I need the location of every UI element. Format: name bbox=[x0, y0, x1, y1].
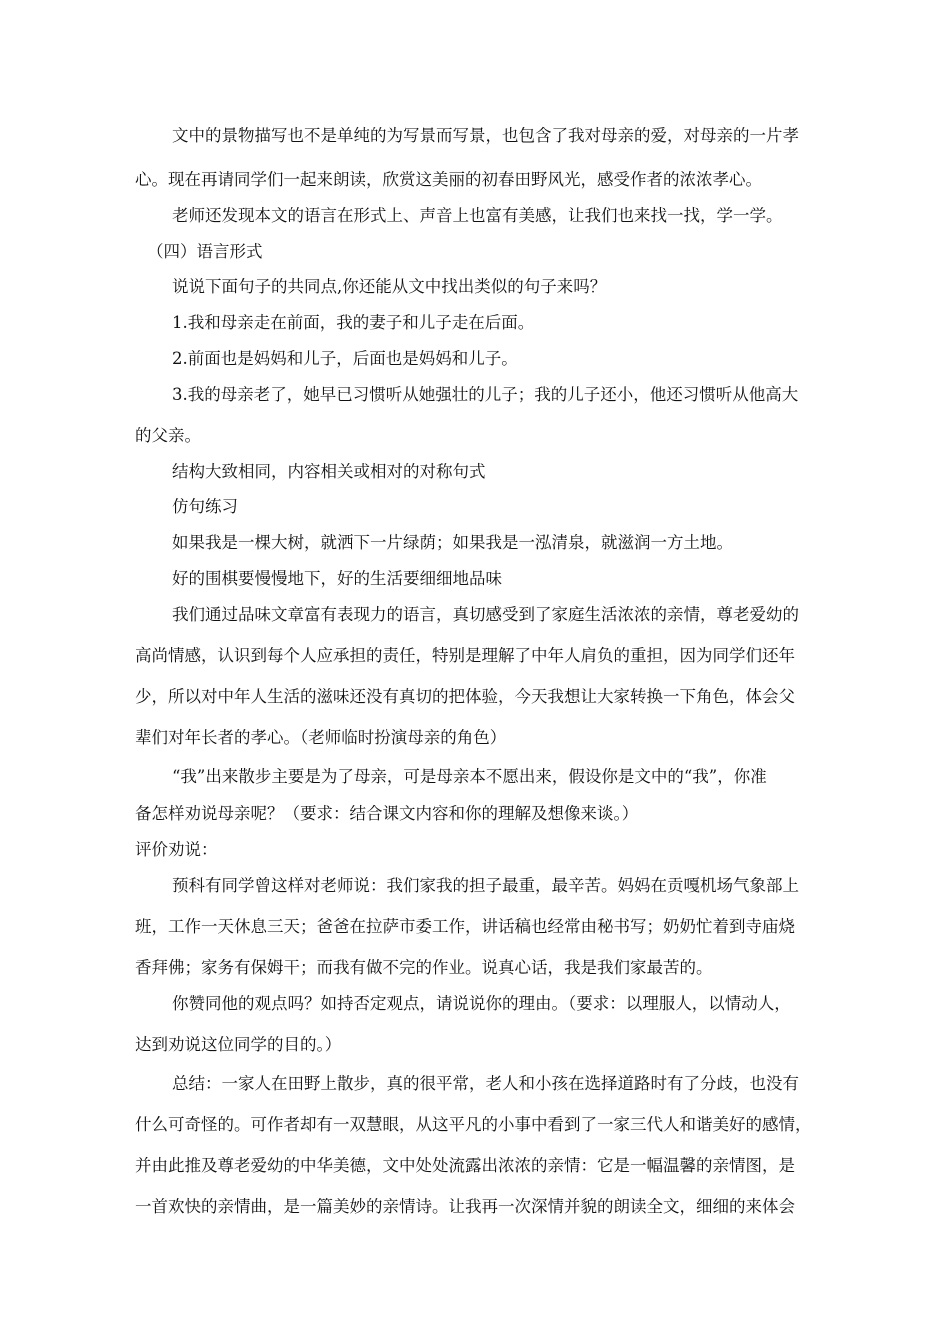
paragraph-line: 高尚情感，认识到每个人应承担的责任，特别是理解了中年人肩负的重担，因为同学们还年 bbox=[135, 646, 795, 665]
paragraph-line: 好的围棋要慢慢地下，好的生活要细细地品味 bbox=[172, 569, 502, 588]
list-item-continuation: 的父亲。 bbox=[135, 426, 201, 445]
section-heading: （四）语言形式 bbox=[147, 242, 263, 261]
paragraph-line: 如果我是一棵大树，就洒下一片绿荫；如果我是一泓清泉，就滋润一方土地。 bbox=[172, 533, 733, 552]
paragraph-line: 辈们对年长者的孝心。（老师临时扮演母亲的角色） bbox=[135, 728, 507, 747]
paragraph-line: 一首欢快的亲情曲，是一篇美妙的亲情诗。让我再一次深情并貌的朗读全文，细细的来体会 bbox=[135, 1197, 795, 1216]
paragraph-line: 预科有同学曾这样对老师说：我们家我的担子最重，最辛苦。妈妈在贡嘎机场气象部上 bbox=[172, 876, 799, 895]
paragraph-line: 说说下面句子的共同点,你还能从文中找出类似的句子来吗？ bbox=[172, 277, 607, 296]
list-item: 3.我的母亲老了，她早已习惯听从她强壮的儿子；我的儿子还小，他还习惯听从他高大 bbox=[172, 385, 799, 404]
paragraph-line: 我们通过品味文章富有表现力的语言，真切感受到了家庭生活浓浓的亲情，尊老爱幼的 bbox=[172, 605, 799, 624]
paragraph-line: 备怎样劝说母亲呢？（要求：结合课文内容和你的理解及想像来谈。） bbox=[135, 804, 639, 823]
paragraph-line: 心。现在再请同学们一起来朗读，欣赏这美丽的初春田野风光，感受作者的浓浓孝心。 bbox=[135, 170, 762, 189]
paragraph-line: 什么可奇怪的。可作者却有一双慧眼，从这平凡的小事中看到了一家三代人和谐美好的感情， bbox=[135, 1115, 812, 1134]
paragraph-line: 少，所以对中年人生活的滋味还没有真切的把体验，今天我想让大家转换一下角色，体会父 bbox=[135, 687, 795, 706]
paragraph-line: 香拜佛；家务有保姆干；而我有做不完的作业。说真心话，我是我们家最苦的。 bbox=[135, 958, 713, 977]
paragraph-line: 总结：一家人在田野上散步，真的很平常，老人和小孩在选择道路时有了分歧，也没有 bbox=[172, 1074, 799, 1093]
paragraph-line: 仿句练习 bbox=[172, 497, 238, 516]
paragraph-line: 结构大致相同，内容相关或相对的对称句式 bbox=[172, 462, 486, 481]
list-item: 1.我和母亲走在前面，我的妻子和儿子走在后面。 bbox=[172, 313, 535, 332]
list-item: 2.前面也是妈妈和儿子，后面也是妈妈和儿子。 bbox=[172, 349, 518, 368]
paragraph-line: 达到劝说这位同学的目的。） bbox=[135, 1035, 342, 1054]
paragraph-line: 你赞同他的观点吗？如持否定观点，请说说你的理由。（要求：以理服人，以情动人， bbox=[172, 994, 791, 1013]
paragraph-line: 老师还发现本文的语言在形式上、声音上也富有美感，让我们也来找一找，学一学。 bbox=[172, 206, 783, 225]
paragraph-line: “我”出来散步主要是为了母亲，可是母亲本不愿出来，假设你是文中的“我”，你准 bbox=[172, 767, 767, 786]
paragraph-line: 并由此推及尊老爱幼的中华美德，文中处处流露出浓浓的亲情：它是一幅温馨的亲情图，是 bbox=[135, 1156, 795, 1175]
paragraph-line: 班，工作一天休息三天；爸爸在拉萨市委工作，讲话稿也经常由秘书写；奶奶忙着到寺庙烧 bbox=[135, 917, 795, 936]
section-label: 评价劝说： bbox=[135, 840, 218, 859]
paragraph-line: 文中的景物描写也不是单纯的为写景而写景，也包含了我对母亲的爱，对母亲的一片孝 bbox=[172, 126, 799, 145]
